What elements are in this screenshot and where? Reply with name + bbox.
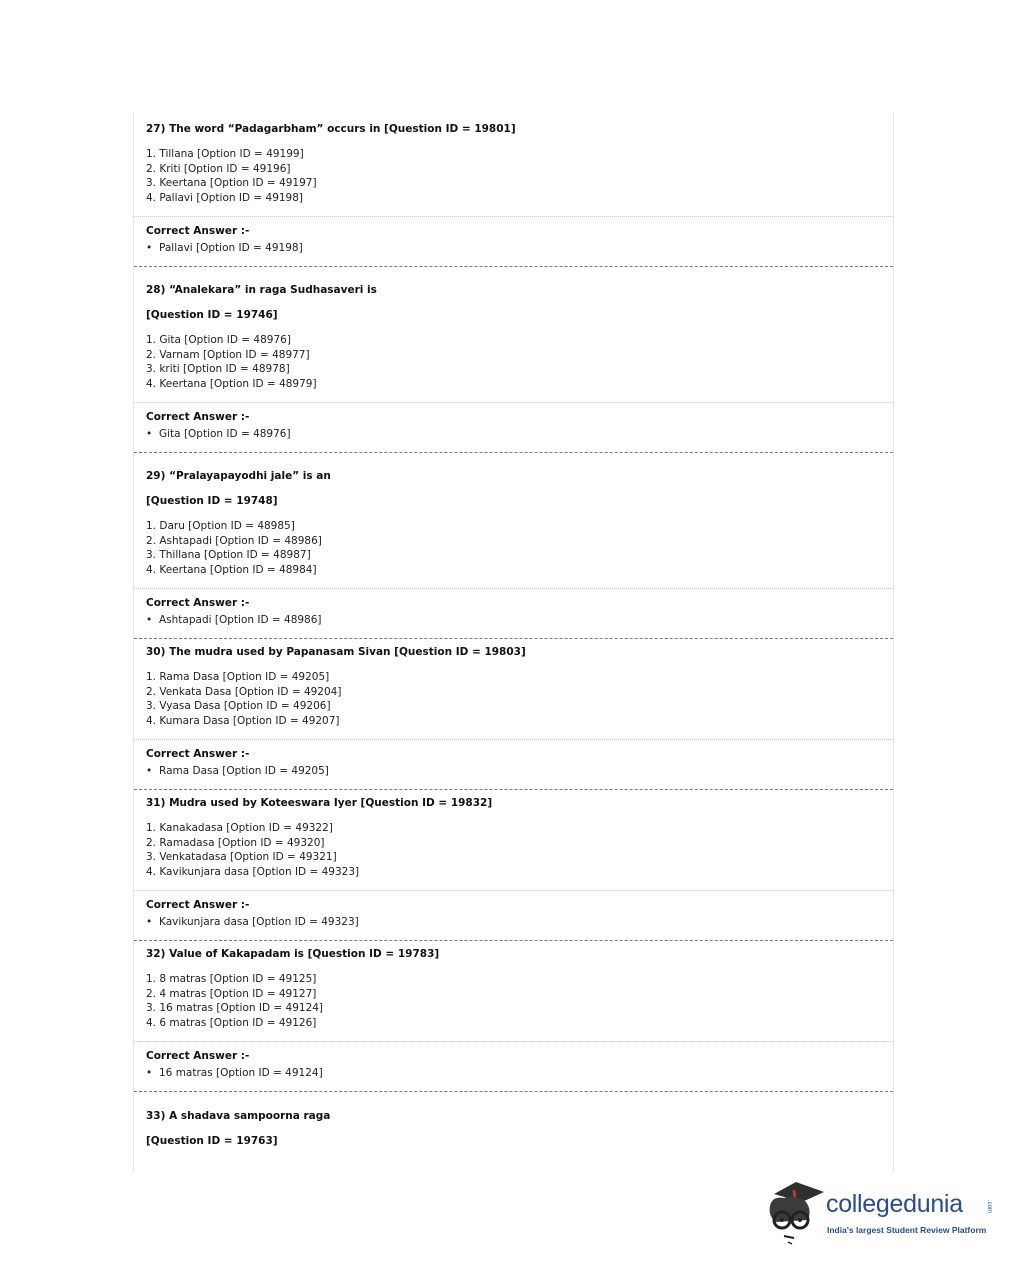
question-id: [Question ID = 19748]	[146, 495, 278, 507]
option-item: 4. 6 matras [Option ID = 49126]	[146, 1016, 317, 1029]
option-item: 4. Keertana [Option ID = 48979]	[146, 377, 317, 390]
question-title: 28) “Analekara” in raga Sudhasaveri is	[146, 284, 377, 296]
correct-answer	[146, 764, 881, 778]
options-list	[146, 821, 881, 879]
option-item: 2. Kriti [Option ID = 49196]	[146, 162, 291, 175]
answer-divider	[134, 739, 893, 740]
option-item: 4. Kumara Dasa [Option ID = 49207]	[146, 714, 340, 727]
correct-answer-label: Correct Answer :-	[146, 225, 250, 238]
question-block	[134, 122, 893, 267]
question-divider	[134, 452, 893, 453]
options-list	[146, 147, 881, 205]
option-item: 1. Gita [Option ID = 48976]	[146, 334, 291, 346]
option-item: 4. Keertana [Option ID = 48984]	[146, 563, 317, 576]
question-block	[134, 947, 893, 1092]
question-block	[134, 469, 893, 639]
correct-answer-text: Ashtapadi [Option ID = 48986]	[159, 614, 322, 627]
question-id: [Question ID = 19763]	[146, 1135, 278, 1147]
bullet-icon: •	[146, 1067, 153, 1080]
mascot-icon	[766, 1180, 826, 1246]
correct-answer-label: Correct Answer :-	[146, 411, 250, 424]
correct-answer	[146, 241, 881, 255]
correct-answer-label: Correct Answer :-	[146, 748, 250, 761]
correct-answer-text: Pallavi [Option ID = 49198]	[159, 242, 303, 255]
question-block	[134, 796, 893, 941]
question-sheet	[133, 112, 894, 1172]
bullet-icon: •	[146, 765, 153, 778]
option-item: 2. 4 matras [Option ID = 49127]	[146, 987, 317, 1000]
correct-answer	[146, 427, 881, 441]
question-divider	[134, 940, 893, 941]
question-block	[134, 645, 893, 790]
question-divider	[134, 638, 893, 639]
question-block	[134, 283, 893, 453]
correct-answer-text: Rama Dasa [Option ID = 49205]	[159, 765, 329, 778]
question-title: 30) The mudra used by Papanasam Sivan [Question ID = 19803]	[146, 646, 526, 658]
answer-divider	[134, 588, 893, 589]
correct-answer-label: Correct Answer :-	[146, 899, 250, 912]
collegedunia-logo	[766, 1180, 996, 1246]
logo-wordmark: collegedunia	[826, 1190, 963, 1218]
correct-answer-text: Gita [Option ID = 48976]	[159, 428, 291, 441]
correct-answer	[146, 613, 881, 627]
option-item: 3. Thillana [Option ID = 48987]	[146, 549, 311, 562]
answer-divider	[134, 402, 893, 403]
correct-answer-text: Kavikunjara dasa [Option ID = 49323]	[159, 916, 359, 929]
correct-answer-text: 16 matras [Option ID = 49124]	[159, 1067, 323, 1080]
option-item: 3. Vyasa Dasa [Option ID = 49206]	[146, 700, 331, 713]
option-item: 2. Ashtapadi [Option ID = 48986]	[146, 534, 322, 547]
question-title: 32) Value of Kakapadam is [Question ID = 19783]	[146, 948, 440, 960]
logo-suffix: .com	[986, 1200, 992, 1214]
option-item: 2. Venkata Dasa [Option ID = 49204]	[146, 685, 342, 698]
options-list	[146, 972, 881, 1030]
question-id: [Question ID = 19746]	[146, 309, 278, 321]
question-title: 29) “Pralayapayodhi jale” is an	[146, 470, 331, 482]
question-divider	[134, 789, 893, 790]
option-item: 1. Tillana [Option ID = 49199]	[146, 148, 304, 160]
option-item: 3. kriti [Option ID = 48978]	[146, 363, 290, 376]
correct-answer	[146, 1066, 881, 1080]
logo-tagline: India's largest Student Review Platform	[827, 1225, 987, 1235]
bullet-icon: •	[146, 916, 153, 929]
correct-answer-label: Correct Answer :-	[146, 1050, 250, 1063]
option-item: 2. Varnam [Option ID = 48977]	[146, 348, 310, 361]
question-divider	[134, 1091, 893, 1092]
answer-divider	[134, 890, 893, 891]
options-list	[146, 333, 881, 391]
option-item: 1. Kanakadasa [Option ID = 49322]	[146, 822, 333, 834]
bullet-icon: •	[146, 428, 153, 441]
answer-divider	[134, 1041, 893, 1042]
answer-divider	[134, 216, 893, 217]
option-item: 4. Pallavi [Option ID = 49198]	[146, 191, 304, 204]
option-item: 3. 16 matras [Option ID = 49124]	[146, 1002, 324, 1015]
options-list	[146, 670, 881, 728]
question-title: 31) Mudra used by Koteeswara Iyer [Question ID = 19832]	[146, 797, 493, 809]
option-item: 3. Venkatadasa [Option ID = 49321]	[146, 851, 337, 864]
correct-answer	[146, 915, 881, 929]
option-item: 4. Kavikunjara dasa [Option ID = 49323]	[146, 865, 360, 878]
option-item: 2. Ramadasa [Option ID = 49320]	[146, 836, 325, 849]
bullet-icon: •	[146, 242, 153, 255]
question-title: 27) The word “Padagarbham” occurs in [Question ID = 19801]	[146, 123, 516, 135]
option-item: 3. Keertana [Option ID = 49197]	[146, 177, 317, 190]
option-item: 1. Rama Dasa [Option ID = 49205]	[146, 671, 330, 683]
option-item: 1. 8 matras [Option ID = 49125]	[146, 973, 317, 985]
question-block	[134, 1109, 893, 1148]
options-list	[146, 519, 881, 577]
question-divider	[134, 266, 893, 267]
option-item: 1. Daru [Option ID = 48985]	[146, 520, 295, 532]
bullet-icon: •	[146, 614, 153, 627]
correct-answer-label: Correct Answer :-	[146, 597, 250, 610]
question-title: 33) A shadava sampoorna raga	[146, 1110, 331, 1122]
